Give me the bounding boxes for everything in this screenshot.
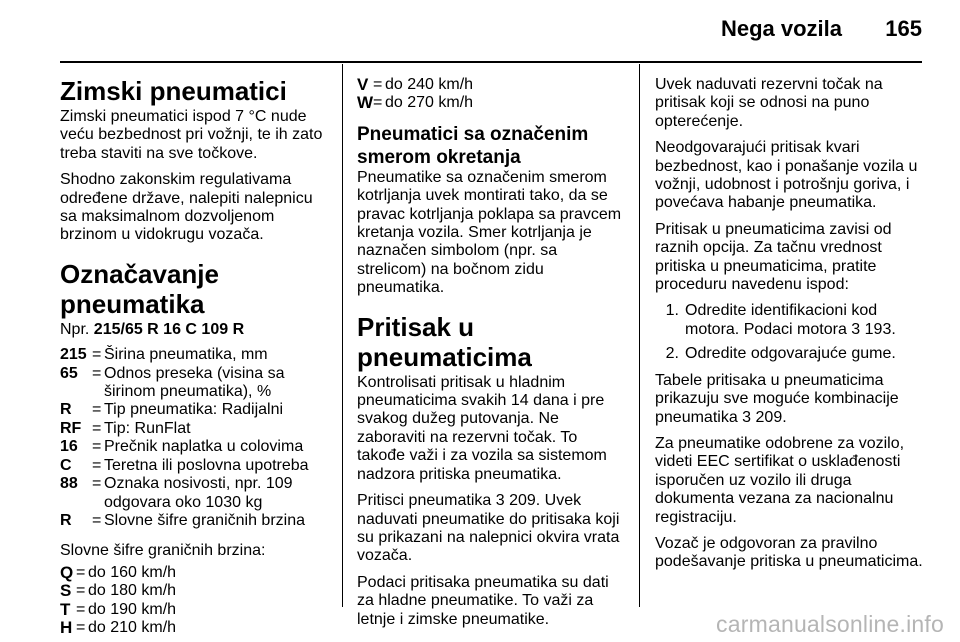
paragraph: Pritisci pneumatika 3 209. Uvek naduvati pneumatike do pritisaka koji su prikazani na nalepnici okvira vrata vozača. [357,492,620,565]
paragraph: Neodgovarajući pritisak kvari bezbednost, kao i ponašanje vozila u vožnji, udobnost i potrošnju goriva, i povećava habanje pneumatika. [655,139,918,212]
page-reference-link[interactable]: 3 209 [495,492,536,510]
heading-directional-tires: Pneumatici sa označenim smerom okretanja [357,123,589,168]
paragraph: Zimski pneumatici ispod 7 °C nude veću bezbednost pri vožnji, te ih zato treba staviti na sve točkove. [60,108,323,162]
example-code: 215/65 R 16 C 109 R [93,320,245,338]
definition-row-value: Tip: RunFlat [104,419,191,437]
paragraph: Podaci pritisaka pneumatika su dati za hladne pneumatike. To važi za letnje i zimske pneumatike. [357,573,609,628]
definition-row-value: Odnos preseka (visina sa širinom pneumatika), % [104,364,285,401]
definition-row-key: 215 [60,346,87,364]
speed-row-key: W [357,93,374,113]
speed-row-value: do 240 km/h [385,76,474,93]
speed-row-equals: = [76,563,86,581]
speed-row [60,564,332,582]
paragraph: Za pneumatike odobrene za vozilo, videti EEC sertifikat o usklađenosti isporučen uz vozilo ili druga dokumenta vezana za nacionalnu registraciju. [655,434,905,526]
column-2 [357,76,629,637]
step-item [655,345,927,363]
paragraph: Vozač je odgovoran za pravilno podešavanje pritiska u pneumaticima. [655,534,923,571]
speed-row-value: do 180 km/h [88,582,177,600]
speed-intro: Slovne šifre graničnih brzina: [60,542,266,560]
speed-row-equals: = [76,582,86,600]
definition-row-value: Teretna ili poslovna upotreba [104,456,309,474]
definition-row-key: 16 [60,438,78,456]
definition-row-value: Oznaka nosivosti, npr. 109 odgovara oko 1030 kg [104,475,293,511]
definition-row-equals: = [92,475,102,493]
speed-row-value: do 160 km/h [88,563,177,581]
definition-row-key: C [60,456,72,474]
speed-row-key: Q [60,562,74,582]
paragraph: Pneumatike sa označenim smerom kotrljanja uvek montirati tako, da se pravac kotrljanja poklapa sa pravcem kretanja vozila. Smer kotrljanja je naznačen simbolom (npr. sa strelicom) na bočnom zidu pneumatika. [357,168,622,297]
definition-row-equals: = [92,511,102,529]
speed-row [357,94,629,112]
step-text: Odredite odgovarajuće gume. [685,345,896,363]
speed-row-equals: = [76,618,86,636]
definition-row-equals: = [92,346,102,364]
definition-row [60,457,332,475]
example-prefix: Npr. [60,320,90,338]
column-3 [655,76,927,580]
heading-tire-marking: Označavanje pneumatika [60,258,219,319]
speed-row-key: H [60,617,73,637]
definition-row-key: 88 [60,475,78,493]
definition-row-equals: = [92,364,102,382]
speed-list [60,564,332,638]
definition-list [60,346,332,530]
column-1 [60,76,332,637]
definition-row-value: Širina pneumatika, mm [104,346,268,364]
column-divider-2 [639,64,640,607]
paragraph: Kontrolisati pritisak u hladnim pneumaticima svakih 14 dana i pre svakog dužeg putovanja. Ne zaboraviti na rezervni točak. To takođe važi i za vozila sa sistemom nadzora pritiska pneumatika. [357,373,607,483]
definition-row-equals: = [92,438,102,456]
definition-row-key: R [60,401,72,419]
definition-row [60,365,332,402]
speed-row-key: V [357,75,369,94]
speed-row-key: S [60,581,72,601]
heading-tire-pressure: Pritisak u pneumaticima [357,311,532,372]
definition-row-equals: = [92,401,102,419]
step-number: 1. [665,302,679,320]
watermark: carmanualsonline.info [716,611,944,637]
definition-row [60,346,332,364]
paragraph: Uvek naduvati rezervni točak na pritisak koji se odnosi na puno opterećenje. [655,76,883,130]
definition-row [60,438,332,456]
paragraph: Pritisak u pneumaticima zavisi od raznih opcija. Za tačnu vrednost pritiska u pneumaticima, pratite proceduru navedenu ispod: [655,220,892,294]
speed-row [60,582,332,600]
speed-row-value: do 210 km/h [88,618,177,636]
paragraph: Tabele pritisaka u pneumaticima prikazuju sve moguće kombinacije pneumatika 3 209. [655,371,899,426]
definition-row-key: R [60,511,72,529]
definition-row [60,420,332,438]
speed-row-value: do 190 km/h [88,600,177,618]
speed-row-key: T [60,599,71,619]
header-rule [60,61,922,63]
column-divider-1 [342,64,343,607]
speed-row [60,601,332,619]
speed-row-equals: = [76,600,86,618]
speed-row [357,76,629,94]
heading-winter-tires: Zimski pneumatici [60,76,287,106]
step-text: Odredite identifikacioni kod motora. Podaci motora 3 193. [685,302,896,338]
speed-row-value: do 270 km/h [385,94,474,112]
definition-row [60,401,332,419]
page-reference-link[interactable]: 3 209 [742,408,783,426]
numbered-steps [655,302,927,363]
example-line [60,321,332,339]
definition-row-key: 65 [60,364,78,382]
step-number: 2. [665,345,679,363]
section-title: Nega vozila [720,16,842,41]
definition-row [60,475,332,512]
definition-row-equals: = [92,419,102,437]
page-number: 165 [885,16,922,41]
definition-row-value: Tip pneumatika: Radijalni [104,401,284,419]
definition-row-value: Prečnik naplatka u colovima [104,438,304,456]
speed-row-equals: = [373,94,383,112]
definition-row-value: Slovne šifre graničnih brzina [104,511,305,529]
step-item [655,302,927,339]
speed-row [60,619,332,637]
definition-row-equals: = [92,456,102,474]
paragraph: Shodno zakonskim regulativama određene države, nalepiti nalepnicu sa maksimalnom dozvoljenom brzinom u vidokrugu vozača. [60,171,313,244]
definition-row-key: RF [60,419,82,437]
speed-list [357,76,629,113]
speed-row-equals: = [373,76,383,93]
definition-row [60,512,332,530]
page-header [0,0,960,60]
